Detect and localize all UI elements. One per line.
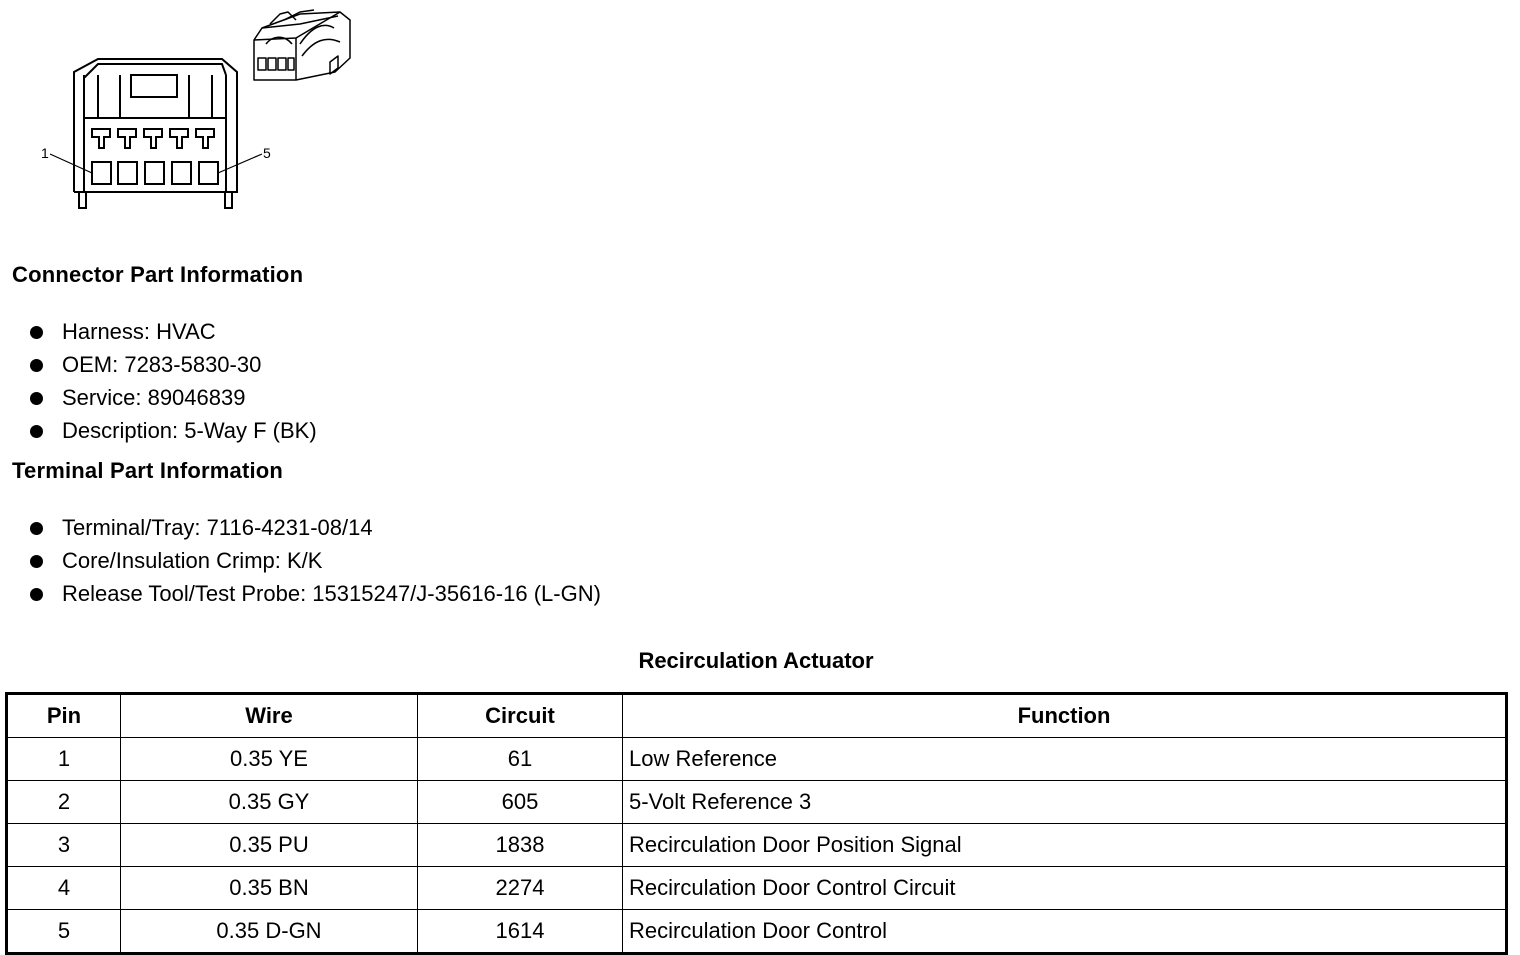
wire-cell: 0.35 GY [121, 781, 418, 824]
column-header-wire: Wire [121, 694, 418, 738]
connector-diagram [0, 0, 380, 222]
list-item-text: Release Tool/Test Probe: 15315247/J-35616-16 (L-GN) [62, 581, 601, 606]
table-row [7, 781, 1507, 824]
pin-cell: 5 [7, 910, 121, 954]
table-row [7, 910, 1507, 954]
function-cell: Low Reference [623, 738, 1507, 781]
list-item [28, 348, 317, 381]
pin-table-title: Recirculation Actuator [638, 648, 874, 673]
bullet-icon [30, 392, 43, 405]
function-cell: Recirculation Door Control Circuit [623, 867, 1507, 910]
connector-part-info-list [28, 315, 317, 447]
latch-window [131, 75, 177, 97]
function-cell: 5-Volt Reference 3 [623, 781, 1507, 824]
table-row [7, 867, 1507, 910]
wire-cell: 0.35 D-GN [121, 910, 418, 954]
bullet-icon [30, 359, 43, 372]
column-header-function: Function [623, 694, 1507, 738]
table-row [7, 824, 1507, 867]
bullet-icon [30, 326, 43, 339]
pin-5-label: 5 [263, 145, 271, 161]
function-cell: Recirculation Door Position Signal [623, 824, 1507, 867]
table-row [7, 738, 1507, 781]
pin-cavity-5 [199, 162, 218, 184]
terminal-part-info-list [28, 511, 601, 610]
pin-cell: 3 [7, 824, 121, 867]
circuit-cell: 1614 [418, 910, 623, 954]
list-item [28, 315, 317, 348]
circuit-cell: 605 [418, 781, 623, 824]
pin-5-leader [218, 154, 262, 173]
terminal-locks [92, 129, 214, 148]
wire-cell: 0.35 BN [121, 867, 418, 910]
list-item-text: Description: 5-Way F (BK) [62, 418, 317, 443]
list-item-text: Core/Insulation Crimp: K/K [62, 548, 323, 573]
column-header-circuit: Circuit [418, 694, 623, 738]
connector-face-view [50, 59, 262, 208]
circuit-cell: 2274 [418, 867, 623, 910]
pin-cell: 2 [7, 781, 121, 824]
connector-part-info-heading: Connector Part Information [12, 262, 304, 287]
pin-cavity-3 [145, 162, 164, 184]
list-item-text: Service: 89046839 [62, 385, 246, 410]
list-item [28, 511, 601, 544]
list-item-text: OEM: 7283-5830-30 [62, 352, 262, 377]
bullet-icon [30, 425, 43, 438]
list-item [28, 577, 601, 610]
pin-1-label: 1 [41, 145, 49, 161]
list-item-text: Terminal/Tray: 7116-4231-08/14 [62, 515, 373, 540]
list-item [28, 414, 317, 447]
wire-cell: 0.35 PU [121, 824, 418, 867]
pin-table [5, 692, 1508, 955]
list-item-text: Harness: HVAC [62, 319, 216, 344]
pin-cell: 1 [7, 738, 121, 781]
connector-isometric-view [254, 10, 350, 80]
wire-cell: 0.35 YE [121, 738, 418, 781]
bullet-icon [30, 588, 43, 601]
list-item [28, 381, 317, 414]
circuit-cell: 61 [418, 738, 623, 781]
pin-cavity-2 [118, 162, 137, 184]
column-header-pin: Pin [7, 694, 121, 738]
pin-cell: 4 [7, 867, 121, 910]
list-item [28, 544, 601, 577]
table-header-row [7, 694, 1507, 738]
pin-1-leader [50, 154, 92, 173]
pin-cavity-1 [92, 162, 111, 184]
pin-cavities [92, 162, 218, 184]
terminal-part-info-heading: Terminal Part Information [12, 458, 284, 483]
function-cell: Recirculation Door Control [623, 910, 1507, 954]
bullet-icon [30, 555, 43, 568]
circuit-cell: 1838 [418, 824, 623, 867]
bullet-icon [30, 522, 43, 535]
pin-cavity-4 [172, 162, 191, 184]
